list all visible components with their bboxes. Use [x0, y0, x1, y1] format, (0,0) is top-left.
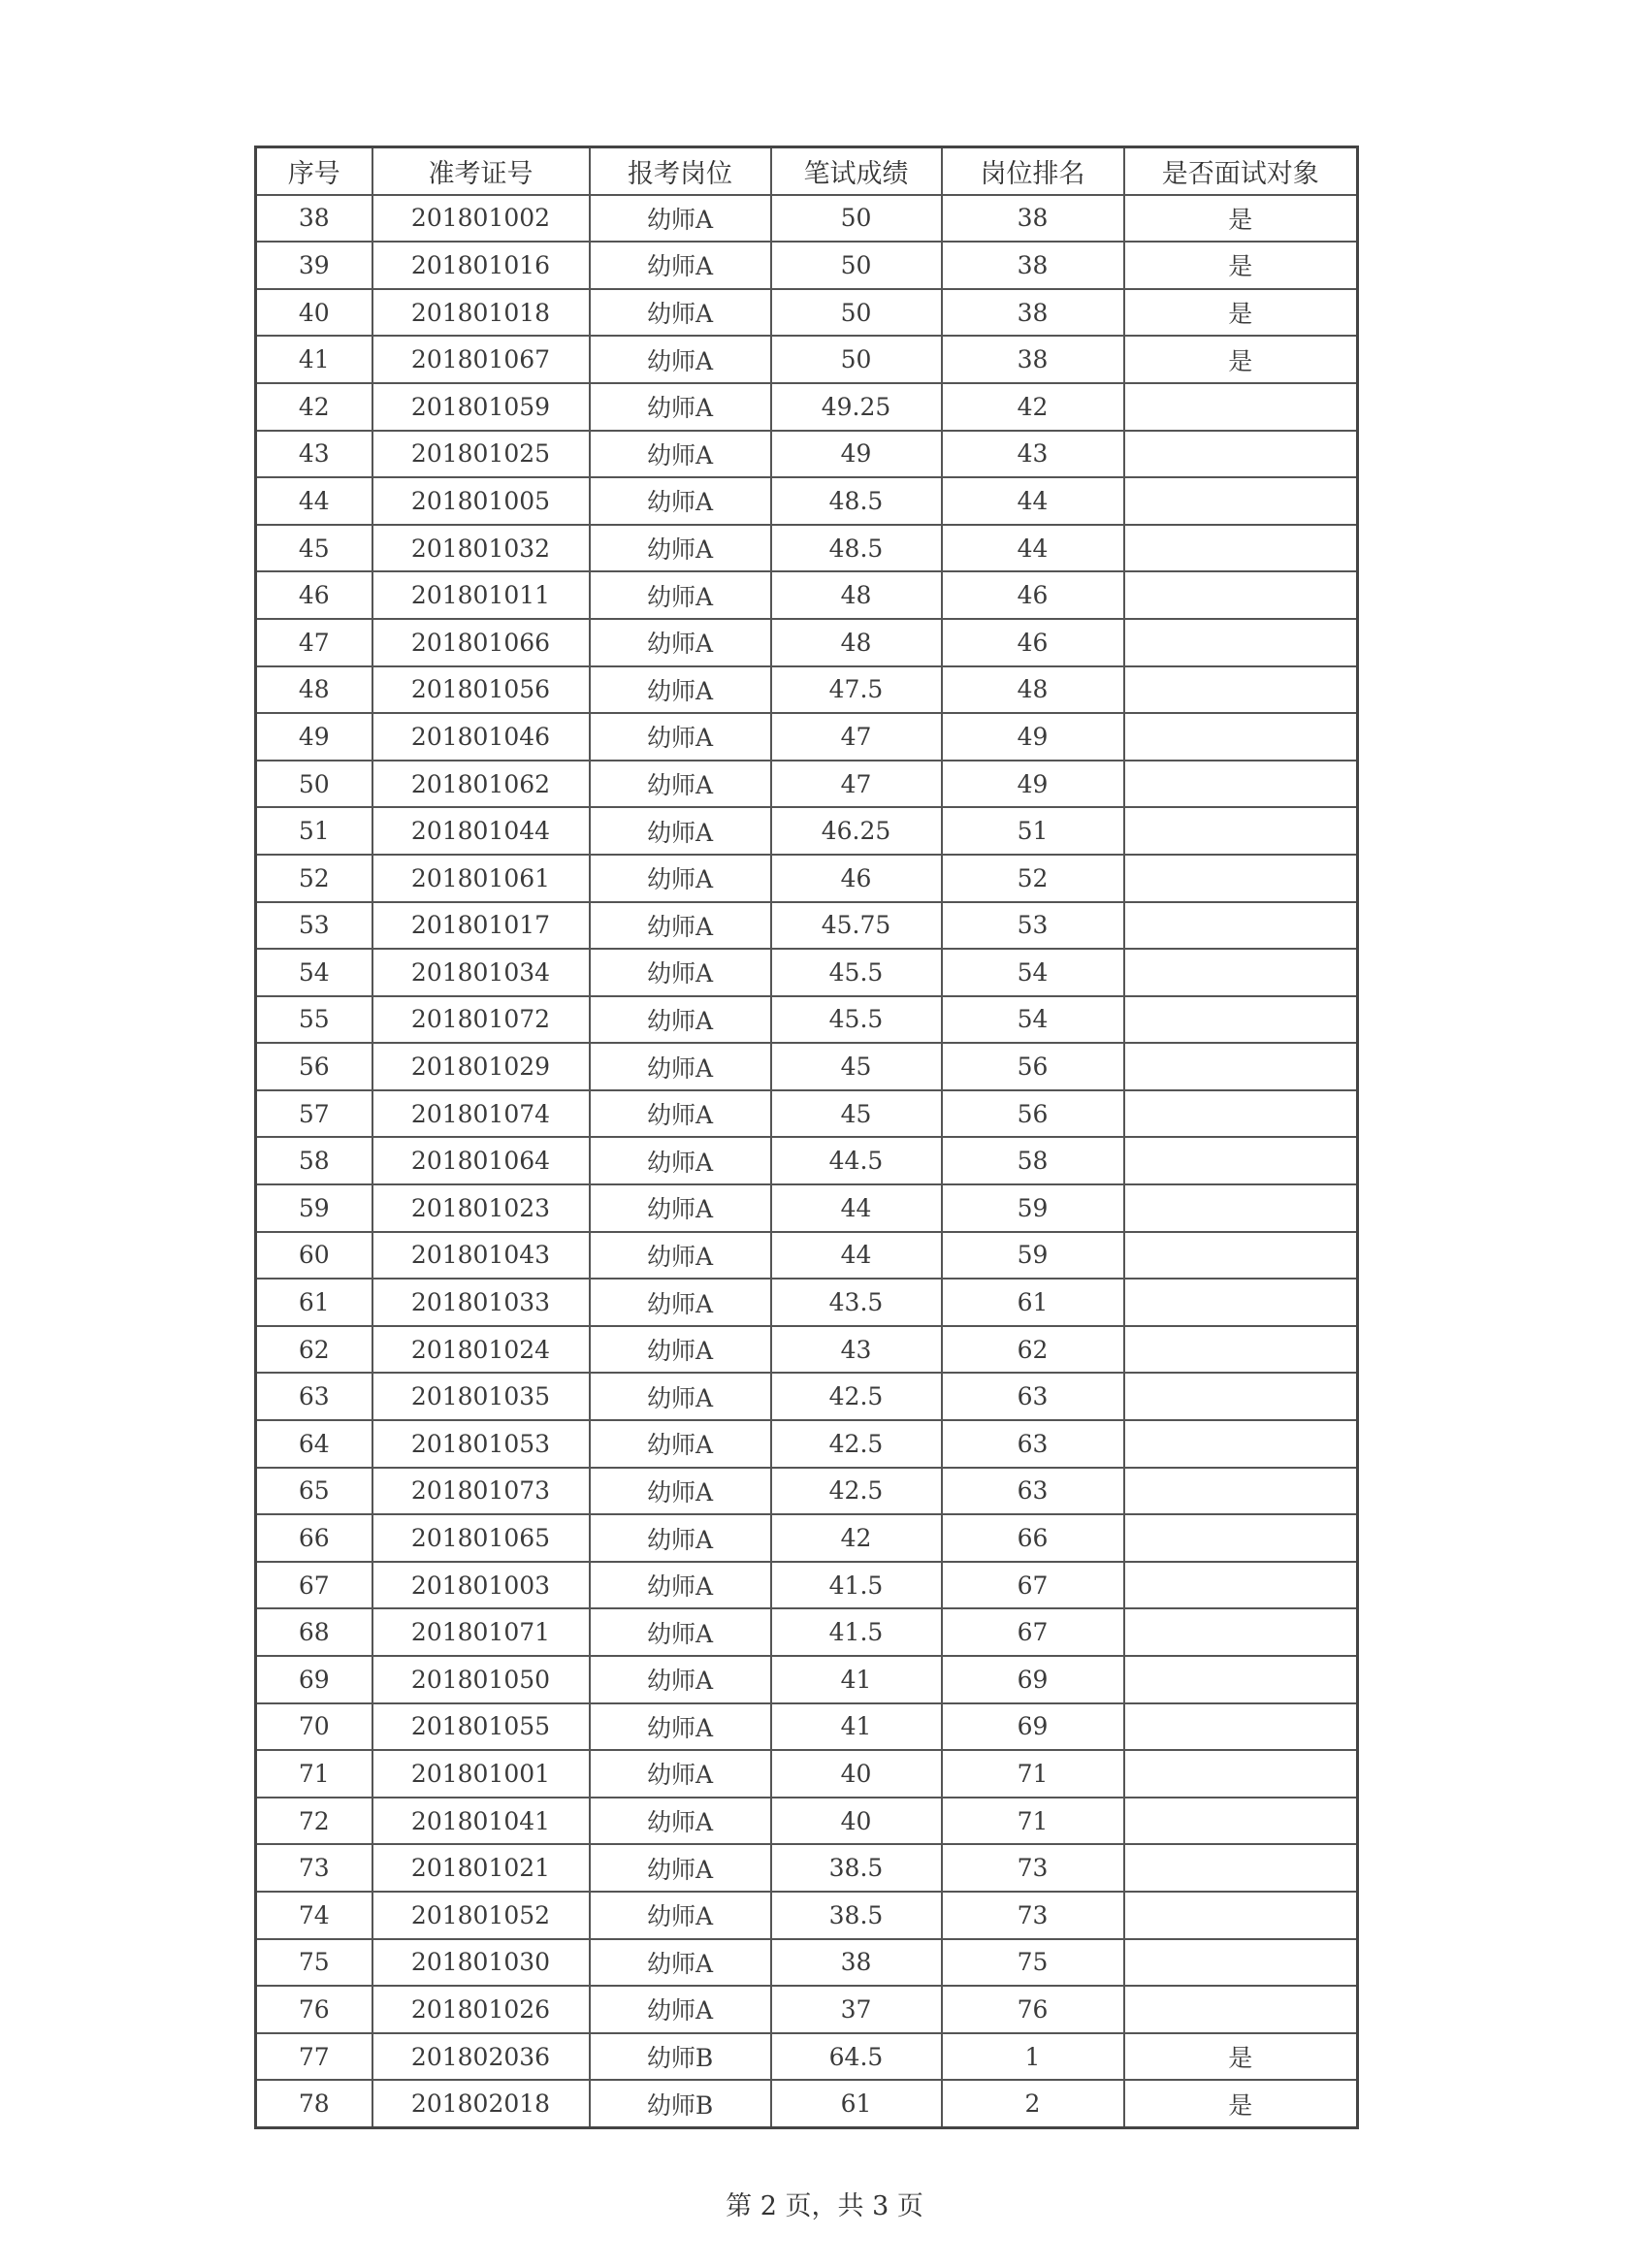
seq-cell: 48	[256, 666, 372, 714]
interview-cell	[1124, 902, 1358, 950]
score-cell: 43	[771, 1326, 942, 1374]
rank-cell: 69	[942, 1703, 1124, 1751]
score-cell: 38.5	[771, 1844, 942, 1892]
ticket-number-cell: 201801032	[372, 525, 590, 572]
interview-cell	[1124, 713, 1358, 761]
rank-cell: 61	[942, 1279, 1124, 1326]
seq-cell: 57	[256, 1090, 372, 1138]
interview-cell	[1124, 855, 1358, 902]
ticket-number-cell: 201801053	[372, 1420, 590, 1468]
rank-cell: 42	[942, 383, 1124, 431]
position-cell: 幼师A	[590, 1986, 771, 2033]
seq-cell: 78	[256, 2080, 372, 2127]
rank-cell: 67	[942, 1562, 1124, 1609]
interview-cell: 是	[1124, 2080, 1358, 2127]
rank-cell: 51	[942, 807, 1124, 855]
seq-cell: 62	[256, 1326, 372, 1374]
interview-cell	[1124, 1892, 1358, 1939]
table-row	[256, 1798, 1358, 1845]
score-cell: 43.5	[771, 1279, 942, 1326]
interview-cell: 是	[1124, 195, 1358, 243]
score-cell: 44	[771, 1184, 942, 1232]
score-cell: 50	[771, 289, 942, 337]
score-cell: 46.25	[771, 807, 942, 855]
rank-cell: 56	[942, 1090, 1124, 1138]
seq-cell: 63	[256, 1373, 372, 1420]
score-table	[254, 146, 1359, 2129]
ticket-number-cell: 201801024	[372, 1326, 590, 1374]
rank-cell: 52	[942, 855, 1124, 902]
score-cell: 46	[771, 855, 942, 902]
ticket-number-cell: 201801061	[372, 855, 590, 902]
table-row	[256, 807, 1358, 855]
score-cell: 50	[771, 195, 942, 243]
header-seq: 序号	[256, 147, 372, 195]
position-cell: 幼师A	[590, 571, 771, 619]
table-row	[256, 666, 1358, 714]
table-row	[256, 1420, 1358, 1468]
ticket-number-cell: 201801001	[372, 1750, 590, 1798]
seq-cell: 71	[256, 1750, 372, 1798]
score-cell: 61	[771, 2080, 942, 2127]
table-body	[256, 195, 1358, 2128]
score-cell: 41	[771, 1703, 942, 1751]
position-cell: 幼师A	[590, 1326, 771, 1374]
table-row	[256, 571, 1358, 619]
seq-cell: 73	[256, 1844, 372, 1892]
score-cell: 48.5	[771, 477, 942, 525]
score-cell: 45.75	[771, 902, 942, 950]
ticket-number-cell: 201801023	[372, 1184, 590, 1232]
ticket-number-cell: 201801072	[372, 996, 590, 1044]
score-cell: 40	[771, 1798, 942, 1845]
score-cell: 38	[771, 1939, 942, 1987]
position-cell: 幼师A	[590, 1750, 771, 1798]
position-cell: 幼师A	[590, 1514, 771, 1562]
position-cell: 幼师A	[590, 1043, 771, 1090]
ticket-number-cell: 201801064	[372, 1137, 590, 1184]
rank-cell: 49	[942, 713, 1124, 761]
rank-cell: 58	[942, 1137, 1124, 1184]
interview-cell	[1124, 1326, 1358, 1374]
table-row	[256, 1656, 1358, 1703]
table-row	[256, 1844, 1358, 1892]
rank-cell: 1	[942, 2033, 1124, 2081]
position-cell: 幼师A	[590, 477, 771, 525]
page-footer: 第 2 页，共 3 页	[726, 2191, 923, 2221]
seq-cell: 68	[256, 1608, 372, 1656]
interview-cell	[1124, 1939, 1358, 1987]
rank-cell: 56	[942, 1043, 1124, 1090]
table-row	[256, 1232, 1358, 1280]
interview-cell	[1124, 1420, 1358, 1468]
score-cell: 50	[771, 242, 942, 289]
rank-cell: 63	[942, 1468, 1124, 1515]
ticket-number-cell: 201801067	[372, 336, 590, 383]
table-row	[256, 1326, 1358, 1374]
ticket-number-cell: 201801066	[372, 619, 590, 666]
rank-cell: 73	[942, 1892, 1124, 1939]
score-cell: 41.5	[771, 1608, 942, 1656]
seq-cell: 42	[256, 383, 372, 431]
header-position: 报考岗位	[590, 147, 771, 195]
position-cell: 幼师A	[590, 289, 771, 337]
seq-cell: 56	[256, 1043, 372, 1090]
seq-cell: 51	[256, 807, 372, 855]
table-row	[256, 1562, 1358, 1609]
position-cell: 幼师A	[590, 1892, 771, 1939]
rank-cell: 73	[942, 1844, 1124, 1892]
seq-cell: 39	[256, 242, 372, 289]
rank-cell: 38	[942, 242, 1124, 289]
position-cell: 幼师A	[590, 761, 771, 808]
interview-cell	[1124, 996, 1358, 1044]
position-cell: 幼师A	[590, 1373, 771, 1420]
table-row	[256, 336, 1358, 383]
ticket-number-cell: 201801046	[372, 713, 590, 761]
table-row	[256, 855, 1358, 902]
score-cell: 42.5	[771, 1373, 942, 1420]
interview-cell	[1124, 1043, 1358, 1090]
interview-cell	[1124, 619, 1358, 666]
ticket-number-cell: 201801005	[372, 477, 590, 525]
rank-cell: 53	[942, 902, 1124, 950]
position-cell: 幼师A	[590, 1844, 771, 1892]
table-row	[256, 1043, 1358, 1090]
table-row	[256, 1750, 1358, 1798]
interview-cell	[1124, 1090, 1358, 1138]
rank-cell: 38	[942, 289, 1124, 337]
seq-cell: 60	[256, 1232, 372, 1280]
header-written-score: 笔试成绩	[771, 147, 942, 195]
position-cell: 幼师A	[590, 855, 771, 902]
interview-cell	[1124, 1703, 1358, 1751]
score-cell: 50	[771, 336, 942, 383]
interview-cell	[1124, 666, 1358, 714]
interview-cell	[1124, 1373, 1358, 1420]
position-cell: 幼师A	[590, 1562, 771, 1609]
rank-cell: 63	[942, 1420, 1124, 1468]
table-row	[256, 383, 1358, 431]
interview-cell	[1124, 383, 1358, 431]
ticket-number-cell: 201801033	[372, 1279, 590, 1326]
position-cell: 幼师A	[590, 996, 771, 1044]
rank-cell: 46	[942, 571, 1124, 619]
interview-cell: 是	[1124, 336, 1358, 383]
seq-cell: 76	[256, 1986, 372, 2033]
score-cell: 44	[771, 1232, 942, 1280]
position-cell: 幼师B	[590, 2080, 771, 2127]
rank-cell: 2	[942, 2080, 1124, 2127]
seq-cell: 53	[256, 902, 372, 950]
table-row	[256, 949, 1358, 996]
seq-cell: 70	[256, 1703, 372, 1751]
score-cell: 42.5	[771, 1420, 942, 1468]
ticket-number-cell: 201801029	[372, 1043, 590, 1090]
ticket-number-cell: 201801030	[372, 1939, 590, 1987]
ticket-number-cell: 201801074	[372, 1090, 590, 1138]
table-row	[256, 1608, 1358, 1656]
interview-cell	[1124, 1279, 1358, 1326]
rank-cell: 44	[942, 477, 1124, 525]
score-cell: 38.5	[771, 1892, 942, 1939]
score-cell: 48.5	[771, 525, 942, 572]
seq-cell: 72	[256, 1798, 372, 1845]
score-cell: 42	[771, 1514, 942, 1562]
position-cell: 幼师A	[590, 1279, 771, 1326]
score-cell: 37	[771, 1986, 942, 2033]
position-cell: 幼师A	[590, 1939, 771, 1987]
ticket-number-cell: 201801073	[372, 1468, 590, 1515]
ticket-number-cell: 201802018	[372, 2080, 590, 2127]
rank-cell: 49	[942, 761, 1124, 808]
ticket-number-cell: 201801035	[372, 1373, 590, 1420]
seq-cell: 66	[256, 1514, 372, 1562]
header-position-rank: 岗位排名	[942, 147, 1124, 195]
score-cell: 48	[771, 571, 942, 619]
position-cell: 幼师A	[590, 383, 771, 431]
rank-cell: 62	[942, 1326, 1124, 1374]
seq-cell: 75	[256, 1939, 372, 1987]
position-cell: 幼师A	[590, 713, 771, 761]
position-cell: 幼师A	[590, 1090, 771, 1138]
interview-cell: 是	[1124, 289, 1358, 337]
seq-cell: 55	[256, 996, 372, 1044]
interview-cell	[1124, 1844, 1358, 1892]
interview-cell: 是	[1124, 2033, 1358, 2081]
ticket-number-cell: 201801017	[372, 902, 590, 950]
interview-cell	[1124, 1750, 1358, 1798]
seq-cell: 54	[256, 949, 372, 996]
seq-cell: 59	[256, 1184, 372, 1232]
interview-cell	[1124, 1137, 1358, 1184]
ticket-number-cell: 201801021	[372, 1844, 590, 1892]
score-cell: 40	[771, 1750, 942, 1798]
table-row	[256, 902, 1358, 950]
score-cell: 49	[771, 431, 942, 478]
position-cell: 幼师B	[590, 2033, 771, 2081]
rank-cell: 54	[942, 996, 1124, 1044]
rank-cell: 38	[942, 336, 1124, 383]
position-cell: 幼师A	[590, 949, 771, 996]
score-cell: 45.5	[771, 949, 942, 996]
seq-cell: 45	[256, 525, 372, 572]
interview-cell	[1124, 761, 1358, 808]
rank-cell: 63	[942, 1373, 1124, 1420]
interview-cell	[1124, 1798, 1358, 1845]
rank-cell: 69	[942, 1656, 1124, 1703]
position-cell: 幼师A	[590, 1184, 771, 1232]
seq-cell: 44	[256, 477, 372, 525]
position-cell: 幼师A	[590, 431, 771, 478]
ticket-number-cell: 201801002	[372, 195, 590, 243]
table-row	[256, 1090, 1358, 1138]
header-interview-flag: 是否面试对象	[1124, 147, 1358, 195]
ticket-number-cell: 201801050	[372, 1656, 590, 1703]
interview-cell	[1124, 1232, 1358, 1280]
score-cell: 41.5	[771, 1562, 942, 1609]
seq-cell: 38	[256, 195, 372, 243]
seq-cell: 58	[256, 1137, 372, 1184]
rank-cell: 44	[942, 525, 1124, 572]
seq-cell: 77	[256, 2033, 372, 2081]
score-cell: 64.5	[771, 2033, 942, 2081]
score-cell: 49.25	[771, 383, 942, 431]
table-row	[256, 1137, 1358, 1184]
table-row	[256, 1279, 1358, 1326]
position-cell: 幼师A	[590, 1656, 771, 1703]
interview-cell	[1124, 571, 1358, 619]
seq-cell: 50	[256, 761, 372, 808]
ticket-number-cell: 201801071	[372, 1608, 590, 1656]
ticket-number-cell: 201801052	[372, 1892, 590, 1939]
rank-cell: 38	[942, 195, 1124, 243]
interview-cell	[1124, 1608, 1358, 1656]
table-row	[256, 2033, 1358, 2081]
seq-cell: 52	[256, 855, 372, 902]
table-row	[256, 525, 1358, 572]
ticket-number-cell: 201801016	[372, 242, 590, 289]
rank-cell: 66	[942, 1514, 1124, 1562]
position-cell: 幼师A	[590, 619, 771, 666]
position-cell: 幼师A	[590, 1137, 771, 1184]
seq-cell: 43	[256, 431, 372, 478]
table-row	[256, 1514, 1358, 1562]
score-cell: 47	[771, 713, 942, 761]
table-row	[256, 761, 1358, 808]
seq-cell: 61	[256, 1279, 372, 1326]
rank-cell: 48	[942, 666, 1124, 714]
position-cell: 幼师A	[590, 1232, 771, 1280]
interview-cell	[1124, 1656, 1358, 1703]
score-cell: 45	[771, 1043, 942, 1090]
interview-cell	[1124, 1562, 1358, 1609]
score-cell: 45	[771, 1090, 942, 1138]
seq-cell: 49	[256, 713, 372, 761]
ticket-number-cell: 201801041	[372, 1798, 590, 1845]
interview-cell	[1124, 431, 1358, 478]
seq-cell: 74	[256, 1892, 372, 1939]
table-row	[256, 242, 1358, 289]
ticket-number-cell: 201801065	[372, 1514, 590, 1562]
ticket-number-cell: 201801044	[372, 807, 590, 855]
position-cell: 幼师A	[590, 525, 771, 572]
seq-cell: 64	[256, 1420, 372, 1468]
rank-cell: 46	[942, 619, 1124, 666]
position-cell: 幼师A	[590, 902, 771, 950]
interview-cell	[1124, 807, 1358, 855]
rank-cell: 43	[942, 431, 1124, 478]
interview-cell	[1124, 1986, 1358, 2033]
ticket-number-cell: 201801018	[372, 289, 590, 337]
rank-cell: 71	[942, 1798, 1124, 1845]
score-cell: 44.5	[771, 1137, 942, 1184]
table-row	[256, 477, 1358, 525]
table-row	[256, 1703, 1358, 1751]
ticket-number-cell: 201801026	[372, 1986, 590, 2033]
seq-cell: 69	[256, 1656, 372, 1703]
table-row	[256, 996, 1358, 1044]
interview-cell	[1124, 525, 1358, 572]
seq-cell: 46	[256, 571, 372, 619]
header-row	[256, 147, 1358, 195]
table-row	[256, 1373, 1358, 1420]
header-ticket-number: 准考证号	[372, 147, 590, 195]
interview-cell	[1124, 949, 1358, 996]
ticket-number-cell: 201801056	[372, 666, 590, 714]
rank-cell: 59	[942, 1232, 1124, 1280]
table-row	[256, 195, 1358, 243]
seq-cell: 65	[256, 1468, 372, 1515]
ticket-number-cell: 201801055	[372, 1703, 590, 1751]
interview-cell	[1124, 1184, 1358, 1232]
ticket-number-cell: 201801059	[372, 383, 590, 431]
seq-cell: 47	[256, 619, 372, 666]
score-cell: 41	[771, 1656, 942, 1703]
ticket-number-cell: 201801034	[372, 949, 590, 996]
table-row	[256, 431, 1358, 478]
rank-cell: 59	[942, 1184, 1124, 1232]
position-cell: 幼师A	[590, 1798, 771, 1845]
table-row	[256, 1184, 1358, 1232]
score-cell: 48	[771, 619, 942, 666]
ticket-number-cell: 201802036	[372, 2033, 590, 2081]
score-cell: 42.5	[771, 1468, 942, 1515]
position-cell: 幼师A	[590, 1420, 771, 1468]
ticket-number-cell: 201801011	[372, 571, 590, 619]
seq-cell: 40	[256, 289, 372, 337]
position-cell: 幼师A	[590, 666, 771, 714]
table-row	[256, 2080, 1358, 2127]
position-cell: 幼师A	[590, 242, 771, 289]
score-cell: 45.5	[771, 996, 942, 1044]
table-row	[256, 619, 1358, 666]
table-row	[256, 1892, 1358, 1939]
ticket-number-cell: 201801025	[372, 431, 590, 478]
table-row	[256, 1986, 1358, 2033]
position-cell: 幼师A	[590, 336, 771, 383]
position-cell: 幼师A	[590, 807, 771, 855]
seq-cell: 67	[256, 1562, 372, 1609]
rank-cell: 67	[942, 1608, 1124, 1656]
rank-cell: 76	[942, 1986, 1124, 2033]
interview-cell	[1124, 1468, 1358, 1515]
position-cell: 幼师A	[590, 1608, 771, 1656]
score-cell: 47.5	[771, 666, 942, 714]
interview-cell	[1124, 1514, 1358, 1562]
position-cell: 幼师A	[590, 195, 771, 243]
position-cell: 幼师A	[590, 1468, 771, 1515]
seq-cell: 41	[256, 336, 372, 383]
table-row	[256, 1468, 1358, 1515]
ticket-number-cell: 201801003	[372, 1562, 590, 1609]
interview-cell	[1124, 477, 1358, 525]
score-cell: 47	[771, 761, 942, 808]
position-cell: 幼师A	[590, 1703, 771, 1751]
table-row	[256, 713, 1358, 761]
interview-cell: 是	[1124, 242, 1358, 289]
rank-cell: 75	[942, 1939, 1124, 1987]
table-row	[256, 289, 1358, 337]
table-row	[256, 1939, 1358, 1987]
ticket-number-cell: 201801043	[372, 1232, 590, 1280]
rank-cell: 54	[942, 949, 1124, 996]
rank-cell: 71	[942, 1750, 1124, 1798]
ticket-number-cell: 201801062	[372, 761, 590, 808]
